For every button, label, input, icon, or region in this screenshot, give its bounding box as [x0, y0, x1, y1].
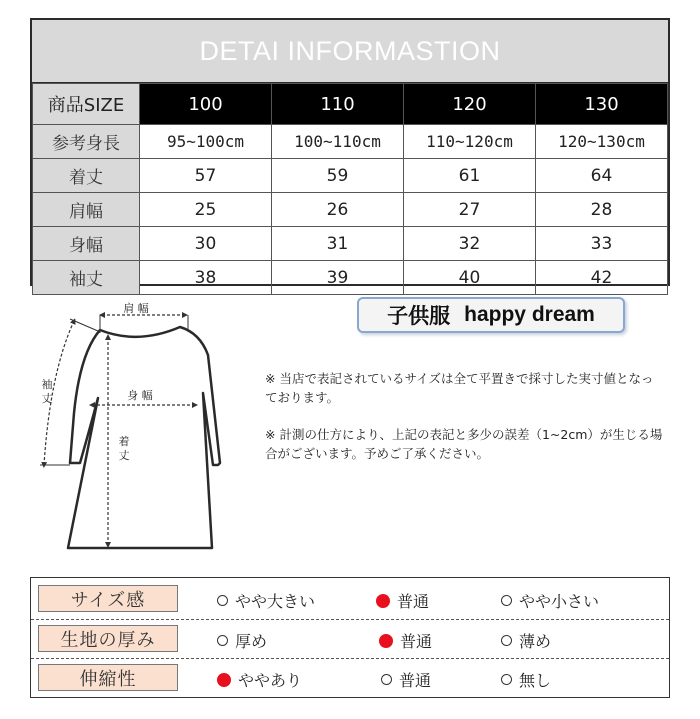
selected-dot-icon	[217, 673, 231, 687]
unselected-circle-icon	[501, 635, 512, 646]
header-label: 商品SIZE	[33, 84, 140, 125]
attribute-row-thickness	[31, 619, 669, 658]
measurement-note: ※ 当店で表記されているサイズは全て平置きで採寸した実寸値となっております。	[265, 371, 654, 405]
row-label: 身幅	[33, 227, 140, 261]
row-label: 参考身長	[33, 125, 140, 159]
option: 厚め	[217, 629, 267, 652]
size-header: 130	[536, 84, 668, 125]
table-cell: 95~100cm	[140, 125, 272, 159]
size-header: 100	[140, 84, 272, 125]
attribute-label: 生地の厚み	[38, 625, 178, 652]
table-cell: 28	[536, 193, 668, 227]
chest-label: 身 幅	[127, 389, 153, 402]
garment-diagram	[30, 293, 245, 558]
tolerance-note: ※ 計測の仕方により、上記の表記と多少の誤差（1~2cm）が生じる場合がございます。予めご了承ください。	[265, 427, 663, 461]
table-cell: 30	[140, 227, 272, 261]
option: やや小さい	[501, 589, 599, 612]
table-row	[33, 159, 668, 193]
table-cell: 42	[536, 261, 668, 295]
table-row	[33, 125, 668, 159]
option: 普通	[381, 668, 431, 691]
dress-outline-icon	[68, 327, 220, 548]
unselected-circle-icon	[217, 635, 228, 646]
option-selected: 普通	[376, 589, 429, 612]
selected-dot-icon	[376, 594, 390, 608]
size-grid	[32, 83, 668, 295]
brand-name-en: happy dream	[464, 303, 595, 326]
table-cell: 38	[140, 261, 272, 295]
table-cell: 57	[140, 159, 272, 193]
unselected-circle-icon	[381, 674, 392, 685]
table-cell: 64	[536, 159, 668, 193]
size-table	[30, 18, 670, 290]
length-label-2: 丈	[118, 449, 130, 462]
table-row	[33, 261, 668, 295]
table-cell: 59	[272, 159, 404, 193]
option-selected: ややあり	[217, 668, 302, 691]
table-cell: 120~130cm	[536, 125, 668, 159]
unselected-circle-icon	[501, 595, 512, 606]
option: やや大きい	[217, 589, 315, 612]
option: 無し	[501, 668, 551, 691]
table-cell: 110~120cm	[404, 125, 536, 159]
table-cell: 100~110cm	[272, 125, 404, 159]
table-cell: 25	[140, 193, 272, 227]
table-cell: 33	[536, 227, 668, 261]
length-label-1: 着	[118, 435, 130, 448]
table-row	[33, 193, 668, 227]
attribute-row-size-feel	[31, 580, 669, 618]
row-label: 袖丈	[33, 261, 140, 295]
sleeve-label-2: 丈	[41, 392, 53, 405]
table-cell: 26	[272, 193, 404, 227]
table-cell: 40	[404, 261, 536, 295]
brand-badge	[357, 297, 625, 333]
table-cell: 27	[404, 193, 536, 227]
table-title: DETAI INFORMASTION	[32, 20, 668, 83]
attribute-panel	[30, 577, 670, 698]
unselected-circle-icon	[217, 595, 228, 606]
size-header: 110	[272, 84, 404, 125]
table-cell: 61	[404, 159, 536, 193]
selected-dot-icon	[379, 634, 393, 648]
unselected-circle-icon	[501, 674, 512, 685]
table-cell: 39	[272, 261, 404, 295]
sleeve-label-1: 袖	[41, 378, 53, 391]
row-label: 着丈	[33, 159, 140, 193]
row-label: 肩幅	[33, 193, 140, 227]
attribute-label: 伸縮性	[38, 664, 178, 691]
attribute-row-stretch	[31, 658, 669, 697]
table-cell: 32	[404, 227, 536, 261]
table-cell: 31	[272, 227, 404, 261]
shoulder-label: 肩 幅	[123, 302, 149, 315]
table-header-row	[33, 84, 668, 125]
attribute-label: サイズ感	[38, 585, 178, 612]
brand-name-jp: 子供服	[387, 305, 451, 328]
size-header: 120	[404, 84, 536, 125]
option-selected: 普通	[379, 629, 432, 652]
option: 薄め	[501, 629, 551, 652]
table-row	[33, 227, 668, 261]
